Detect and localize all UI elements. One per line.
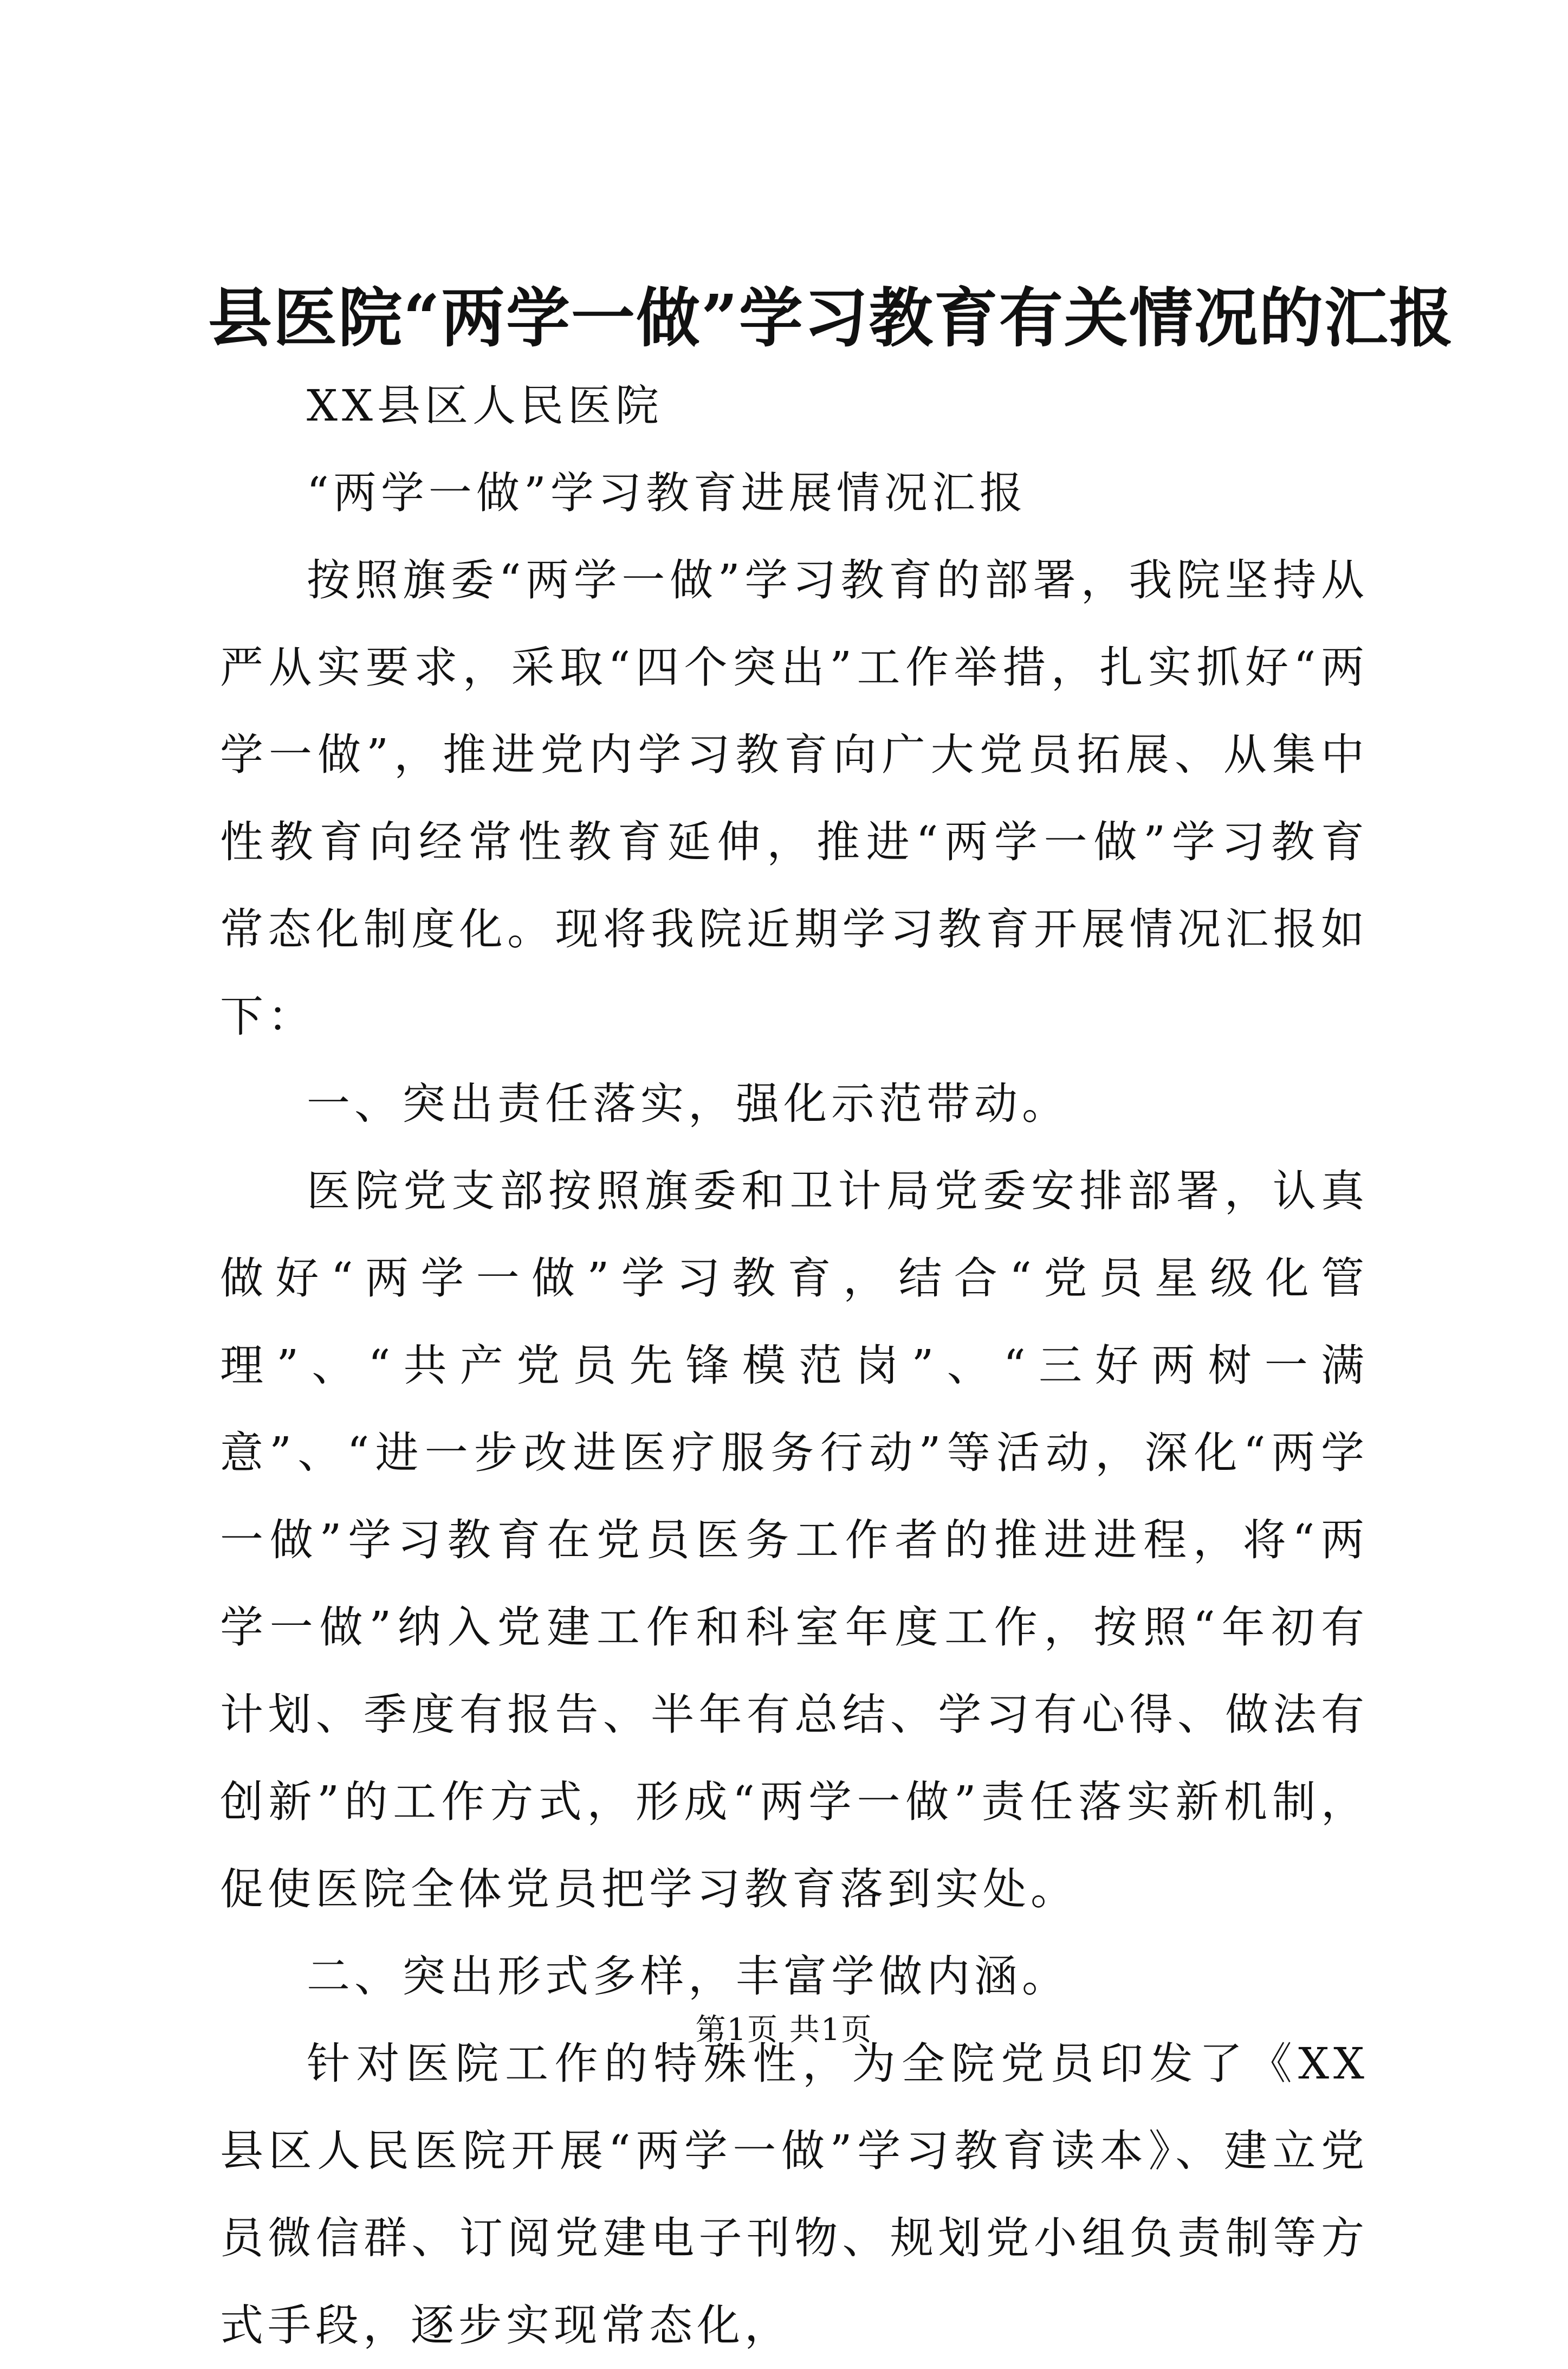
- paragraph-report-subtitle: “两学一做”学习教育进展情况汇报: [307, 468, 1027, 518]
- paragraph-organization: XX县区人民医院: [307, 380, 663, 431]
- section-heading-2: 二、突出形式多样，丰富学做内涵。: [307, 1951, 1070, 2002]
- paragraph-section-2: 针对医院工作的特殊性，为全院党员印发了《XX县区人民医院开展“两学一做”学习教育读本》、建立党员微信群、订阅党建电子刊物、规划党小组负责制等方式手段，逐步实现常态化，: [220, 2038, 1369, 2351]
- document-body: [220, 362, 1369, 2369]
- document-title: 县医院“两学一做”学习教育有关情况的汇报: [208, 280, 1454, 356]
- paragraph-introduction: 按照旗委“两学一做”学习教育的部署，我院坚持从严从实要求，采取“四个突出”工作举措，扎实抓好“两学一做”，推进党内学习教育向广大党员拓展、从集中性教育向经常性教育延伸，推进“两学一做”学习教育常态化制度化。现将我院近期学习教育开展情况汇报如下：: [220, 555, 1369, 1042]
- paragraph-section-1: 医院党支部按照旗委和卫计局党委安排部署，认真做好“两学一做”学习教育，结合“党员星级化管理”、“共产党员先锋模范岗”、“三好两树一满意”、“进一步改进医疗服务行动”等活动，深化“两学一做”学习教育在党员医务工作者的推进进程，将“两学一做”纳入党建工作和科室年度工作，按照“年初有计划、季度有报告、半年有总结、学习有心得、做法有创新”的工作方式，形成“两学一做”责任落实新机制，促使医院全体党员把学习教育落到实处。: [220, 1166, 1369, 1914]
- section-heading-1: 一、突出责任落实，强化示范带动。: [307, 1079, 1070, 1129]
- page-number-footer: 第1页 共1页: [695, 2012, 873, 2048]
